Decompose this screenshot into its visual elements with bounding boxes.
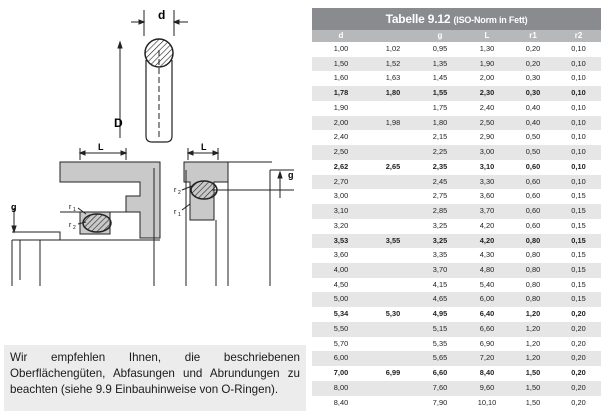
table-row xyxy=(312,263,601,278)
o-ring-groove-drawing xyxy=(0,0,312,345)
cell-d2 xyxy=(370,292,416,307)
cell-d: 1,90 xyxy=(333,102,349,112)
cell-d2 xyxy=(370,145,416,160)
cell-r2: 0,10 xyxy=(571,161,586,171)
cell-L: 4,30 xyxy=(479,250,495,260)
label-g-right: g xyxy=(288,170,294,180)
cell-d: 5,00 xyxy=(333,294,349,304)
note-text: Wir empfehlen Ihnen, die beschriebenen Oberflächengüten, Abfasungen und Abrundungen zu beachten (siehe 9.9 Einbauhinweise von O-Ringen). xyxy=(10,351,300,396)
table-row xyxy=(312,71,601,86)
o-ring-cross-section xyxy=(118,10,188,142)
table-row xyxy=(312,101,601,116)
col-header-g: g xyxy=(437,31,443,40)
cell-d: 1,50 xyxy=(333,58,349,68)
cell-r1: 1,20 xyxy=(525,323,541,333)
cell-d: 1,78 xyxy=(333,88,349,98)
table-row xyxy=(312,396,601,411)
cell-d: 2,70 xyxy=(333,176,349,186)
cell-r1: 0,30 xyxy=(525,73,541,83)
table-row xyxy=(312,278,601,293)
cell-r1: 0,80 xyxy=(525,235,541,245)
cell-g: 1,45 xyxy=(432,73,448,83)
table-row xyxy=(312,219,601,234)
cell-d: 5,34 xyxy=(333,309,349,319)
cell-d: 1,00 xyxy=(333,44,349,53)
table-row xyxy=(312,292,601,307)
cell-L: 7,20 xyxy=(479,353,495,363)
cell-d: 3,20 xyxy=(333,220,349,230)
cell-d2 xyxy=(370,263,416,278)
table-row xyxy=(312,86,601,101)
cell-r1: 0,50 xyxy=(525,147,541,157)
cell-r2: 0,10 xyxy=(571,73,586,83)
cell-g: 2,35 xyxy=(432,161,448,171)
label-D: D xyxy=(114,116,123,130)
cell-d2: 1,80 xyxy=(385,88,401,98)
cell-r1: 0,50 xyxy=(525,132,541,142)
cell-L: 5,40 xyxy=(479,279,495,289)
cell-r1: 0,60 xyxy=(525,176,541,186)
cell-d2 xyxy=(370,337,416,352)
cell-g: 3,25 xyxy=(432,220,448,230)
cell-r2: 0,20 xyxy=(571,323,586,333)
cell-g: 4,15 xyxy=(432,279,448,289)
cell-d2 xyxy=(370,175,416,190)
cell-d: 6,00 xyxy=(333,353,349,363)
label-r2-right-sub: 2 xyxy=(178,190,181,196)
cell-L: 6,40 xyxy=(479,309,495,319)
table-header xyxy=(312,30,601,42)
cell-L: 2,00 xyxy=(479,73,495,83)
recommendation-note xyxy=(4,345,306,411)
cell-d2: 1,52 xyxy=(385,58,401,68)
cell-r1: 1,50 xyxy=(525,397,541,407)
table-row xyxy=(312,381,601,396)
cell-d: 8,40 xyxy=(333,397,349,407)
cell-r1: 0,60 xyxy=(525,220,541,230)
col-header-d2 xyxy=(370,30,416,42)
cell-g: 1,80 xyxy=(432,117,448,127)
cell-r2: 0,15 xyxy=(571,220,586,230)
cell-r2: 0,20 xyxy=(571,338,586,348)
label-g-left: g xyxy=(11,202,17,212)
cell-d2: 1,63 xyxy=(385,73,401,83)
label-d: d xyxy=(158,8,166,22)
cell-g: 4,65 xyxy=(432,294,448,304)
cell-L: 1,30 xyxy=(479,44,495,53)
groove-assembly xyxy=(12,148,294,286)
cell-r1: 0,30 xyxy=(525,88,541,98)
table-row xyxy=(312,42,601,57)
cell-L: 3,00 xyxy=(479,147,495,157)
cell-r2: 0,10 xyxy=(571,132,586,142)
cell-g: 2,75 xyxy=(432,191,448,201)
cell-r2: 0,20 xyxy=(571,382,586,392)
cell-d2 xyxy=(370,204,416,219)
cell-r2: 0,15 xyxy=(571,265,586,275)
table-row xyxy=(312,234,601,249)
cell-L: 2,40 xyxy=(479,102,495,112)
cell-r1: 0,80 xyxy=(525,250,541,260)
cell-g: 5,15 xyxy=(432,323,448,333)
cell-d: 7,00 xyxy=(333,368,349,378)
cell-d2: 1,98 xyxy=(385,117,401,127)
cell-d2 xyxy=(370,351,416,366)
cell-L: 4,20 xyxy=(479,235,495,245)
cell-r1: 1,20 xyxy=(525,338,541,348)
cell-r1: 1,20 xyxy=(525,309,541,319)
cell-d2 xyxy=(370,130,416,145)
cell-r1: 1,20 xyxy=(525,353,541,363)
cell-d: 2,40 xyxy=(333,132,349,142)
cell-d: 1,60 xyxy=(333,73,349,83)
cell-d2: 5,30 xyxy=(385,309,401,319)
cell-r1: 0,80 xyxy=(525,294,541,304)
table-row xyxy=(312,366,601,381)
cell-d2 xyxy=(370,101,416,116)
label-r2-left: r xyxy=(69,222,72,229)
cell-g: 3,35 xyxy=(432,250,448,260)
cell-d2 xyxy=(370,219,416,234)
cell-r2: 0,10 xyxy=(571,58,586,68)
cell-d2: 1,02 xyxy=(385,44,401,53)
cell-L: 1,90 xyxy=(479,58,495,68)
label-r2-right: r xyxy=(174,187,177,194)
cell-g: 0,95 xyxy=(432,44,448,53)
cell-L: 6,00 xyxy=(479,294,495,304)
cell-d: 3,00 xyxy=(333,191,349,201)
cell-d2 xyxy=(370,381,416,396)
cell-g: 3,25 xyxy=(432,235,448,245)
cell-d: 5,70 xyxy=(333,338,349,348)
cell-d2 xyxy=(370,189,416,204)
cell-d2 xyxy=(370,248,416,263)
cell-d2: 2,65 xyxy=(385,161,401,171)
cell-d: 4,50 xyxy=(333,279,349,289)
cell-g: 7,90 xyxy=(432,397,448,407)
cell-d2 xyxy=(370,278,416,293)
cell-g: 2,85 xyxy=(432,206,448,216)
cell-d: 2,00 xyxy=(333,117,349,127)
col-header-r1: r1 xyxy=(529,31,537,40)
cell-L: 3,30 xyxy=(479,176,495,186)
cell-d: 2,50 xyxy=(333,147,349,157)
cell-g: 3,70 xyxy=(432,265,448,275)
cell-r2: 0,10 xyxy=(571,102,586,112)
cell-g: 5,35 xyxy=(432,338,448,348)
table-row xyxy=(312,57,601,72)
cell-g: 1,75 xyxy=(432,102,448,112)
table-row xyxy=(312,307,601,322)
cell-r2: 0,15 xyxy=(571,279,586,289)
cell-r2: 0,15 xyxy=(571,191,586,201)
cell-L: 6,60 xyxy=(479,323,495,333)
cell-g: 2,25 xyxy=(432,147,448,157)
col-header-r2: r2 xyxy=(574,31,583,40)
table-row xyxy=(312,248,601,263)
cell-L: 8,40 xyxy=(479,368,495,378)
cell-L: 3,10 xyxy=(479,161,495,171)
cell-r2: 0,20 xyxy=(571,309,586,319)
table-row xyxy=(312,322,601,337)
cell-L: 2,50 xyxy=(479,117,495,127)
cell-r2: 0,10 xyxy=(571,44,586,53)
label-r2-left-sub: 2 xyxy=(73,225,76,231)
cell-r1: 0,60 xyxy=(525,161,541,171)
cell-g: 6,60 xyxy=(432,368,448,378)
label-r1-right: r xyxy=(174,209,177,216)
cell-r1: 1,50 xyxy=(525,368,541,378)
table-row xyxy=(312,351,601,366)
cell-r2: 0,15 xyxy=(571,206,586,216)
cell-d: 3,60 xyxy=(333,250,349,260)
cell-r2: 0,10 xyxy=(571,147,586,157)
cell-g: 1,35 xyxy=(432,58,448,68)
cell-L: 9,60 xyxy=(479,382,495,392)
label-L-right: L xyxy=(201,142,207,152)
cell-r1: 1,50 xyxy=(525,382,541,392)
table-row xyxy=(312,160,601,175)
cell-d2: 6,99 xyxy=(385,368,401,378)
cell-d: 5,50 xyxy=(333,323,349,333)
cell-L: 3,70 xyxy=(479,206,495,216)
col-header-d: d xyxy=(338,31,344,40)
cell-r2: 0,10 xyxy=(571,176,586,186)
cell-d: 8,00 xyxy=(333,382,349,392)
label-r1-left: r xyxy=(69,204,72,211)
cell-r1: 0,80 xyxy=(525,279,541,289)
cell-g: 5,65 xyxy=(432,353,448,363)
table-body xyxy=(312,42,601,410)
table-row xyxy=(312,130,601,145)
table-title-sub: (ISO-Norm in Fett) xyxy=(453,15,528,25)
cell-d2: 3,55 xyxy=(385,235,401,245)
cell-L: 4,20 xyxy=(479,220,495,230)
cell-g: 2,15 xyxy=(432,132,448,142)
cell-r1: 0,60 xyxy=(525,191,541,201)
cell-r2: 0,15 xyxy=(571,294,586,304)
cell-g: 1,55 xyxy=(432,88,448,98)
table-title xyxy=(312,8,601,30)
table-row xyxy=(312,337,601,352)
cell-d: 3,10 xyxy=(333,206,349,216)
cell-L: 4,80 xyxy=(479,265,495,275)
data-table xyxy=(312,8,601,410)
cell-r1: 0,40 xyxy=(525,117,541,127)
cell-r2: 0,15 xyxy=(571,235,586,245)
label-L-left: L xyxy=(98,142,104,152)
cell-d2 xyxy=(370,396,416,411)
cell-L: 2,30 xyxy=(479,88,495,98)
cell-g: 4,95 xyxy=(432,309,448,319)
cell-L: 2,90 xyxy=(479,132,495,142)
cell-r2: 0,10 xyxy=(571,117,586,127)
table-row xyxy=(312,116,601,131)
table-title-main: Tabelle 9.12 xyxy=(385,12,451,26)
cell-r2: 0,20 xyxy=(571,353,586,363)
cell-r1: 0,40 xyxy=(525,102,541,112)
label-r1-right-sub: 1 xyxy=(178,212,181,218)
cell-r1: 0,20 xyxy=(525,44,541,53)
table-row xyxy=(312,189,601,204)
cell-g: 2,45 xyxy=(432,176,448,186)
cell-L: 10,10 xyxy=(477,397,497,407)
cell-d: 3,53 xyxy=(333,235,349,245)
table-row xyxy=(312,145,601,160)
table-row xyxy=(312,175,601,190)
label-r1-left-sub: 1 xyxy=(73,207,76,213)
cell-d2 xyxy=(370,322,416,337)
cell-L: 3,60 xyxy=(479,191,495,201)
table-row xyxy=(312,204,601,219)
cell-r2: 0,20 xyxy=(571,397,586,407)
cell-r2: 0,15 xyxy=(571,250,586,260)
cell-L: 6,90 xyxy=(479,338,495,348)
cell-r2: 0,20 xyxy=(571,368,586,378)
cell-r1: 0,20 xyxy=(525,58,541,68)
cell-d: 4,00 xyxy=(333,265,349,275)
cell-r1: 0,60 xyxy=(525,206,541,216)
cell-r2: 0,10 xyxy=(571,88,586,98)
cell-g: 7,60 xyxy=(432,382,448,392)
cell-d: 2,62 xyxy=(333,161,349,171)
col-header-L: L xyxy=(484,31,490,40)
cell-r1: 0,80 xyxy=(525,265,541,275)
